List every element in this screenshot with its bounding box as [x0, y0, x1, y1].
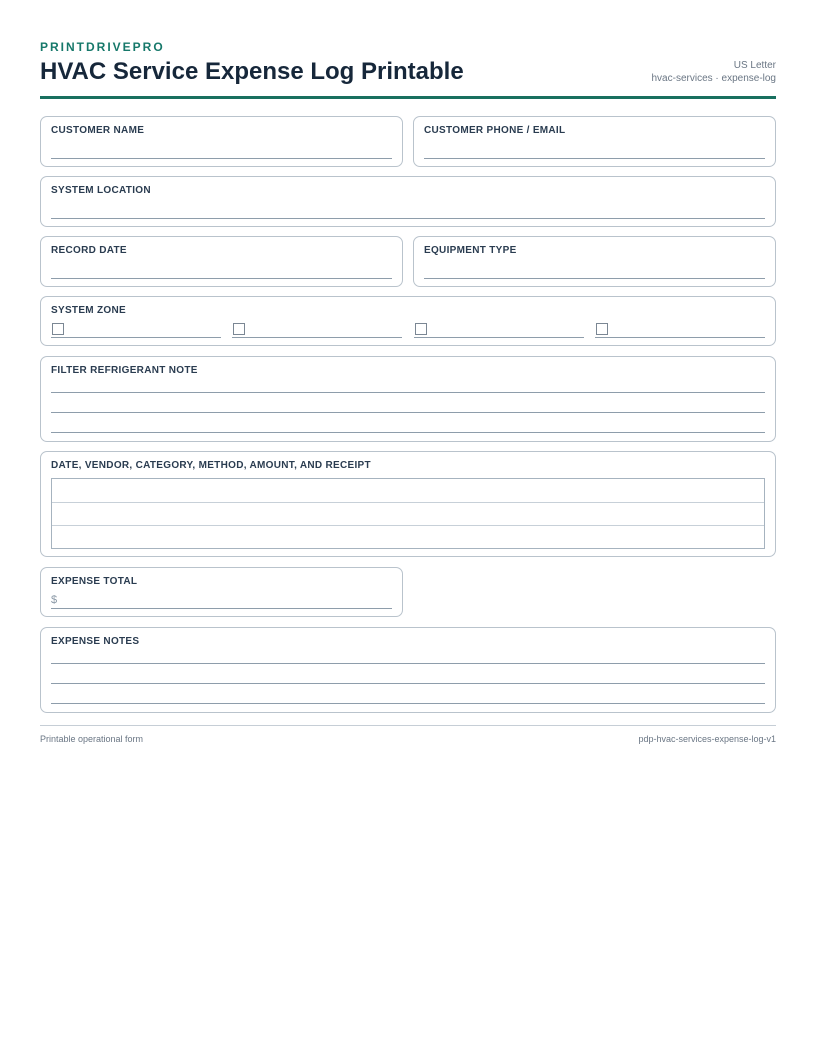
document-meta: [652, 59, 777, 85]
equipment-type-field: [413, 236, 776, 287]
zone-line-1[interactable]: [51, 337, 221, 338]
expense-table: [51, 478, 765, 549]
customer-contact-label: CUSTOMER PHONE / EMAIL: [424, 125, 566, 136]
expense-table-label: DATE, VENDOR, CATEGORY, METHOD, AMOUNT, AND RECEIPT: [51, 460, 371, 471]
zone-checkbox-3[interactable]: [415, 323, 427, 335]
expense-total-input-line[interactable]: [51, 608, 392, 609]
expense-notes-label: EXPENSE NOTES: [51, 636, 140, 647]
filter-note-line-2[interactable]: [51, 412, 765, 413]
customer-name-input-line[interactable]: [51, 158, 392, 159]
paper-size: US Letter: [733, 60, 776, 71]
filter-note-field: [40, 356, 776, 442]
filter-note-line-3[interactable]: [51, 432, 765, 433]
customer-name-field: [40, 116, 403, 167]
footer-rule: [40, 725, 776, 726]
currency-symbol: $: [51, 594, 58, 606]
equipment-type-label: EQUIPMENT TYPE: [424, 245, 517, 256]
header-rule: [40, 96, 776, 99]
zone-line-2[interactable]: [232, 337, 402, 338]
zone-line-4[interactable]: [595, 337, 765, 338]
expense-table-field: [40, 451, 776, 557]
zone-checkbox-1[interactable]: [52, 323, 64, 335]
system-zone-label: SYSTEM ZONE: [51, 305, 126, 316]
expense-table-row-divider-2: [52, 525, 764, 526]
zone-checkbox-2[interactable]: [233, 323, 245, 335]
expense-notes-line-1[interactable]: [51, 663, 765, 664]
system-location-input-line[interactable]: [51, 218, 765, 219]
record-date-input-line[interactable]: [51, 278, 392, 279]
expense-total-field: [40, 567, 403, 617]
record-date-field: [40, 236, 403, 287]
expense-notes-line-3[interactable]: [51, 703, 765, 704]
customer-contact-input-line[interactable]: [424, 158, 765, 159]
footer-note: Printable operational form: [40, 734, 144, 744]
system-location-label: SYSTEM LOCATION: [51, 185, 151, 196]
page-title: HVAC Service Expense Log Printable: [40, 58, 464, 85]
brand-name: PRINTDRIVEPRO: [40, 40, 165, 54]
customer-name-label: CUSTOMER NAME: [51, 125, 145, 136]
expense-total-label: EXPENSE TOTAL: [51, 576, 138, 587]
record-date-label: RECORD DATE: [51, 245, 127, 256]
expense-notes-field: [40, 627, 776, 713]
system-zone-field: [40, 296, 776, 346]
system-location-field: [40, 176, 776, 227]
filter-note-label: FILTER REFRIGERANT NOTE: [51, 365, 198, 376]
expense-table-row-divider-1: [52, 502, 764, 503]
zone-checkbox-4[interactable]: [596, 323, 608, 335]
customer-contact-field: [413, 116, 776, 167]
equipment-type-input-line[interactable]: [424, 278, 765, 279]
filter-note-line-1[interactable]: [51, 392, 765, 393]
form-id: pdp-hvac-services-expense-log-v1: [638, 734, 776, 744]
form-slug: hvac-services · expense-log: [651, 73, 776, 84]
zone-line-3[interactable]: [414, 337, 584, 338]
expense-notes-line-2[interactable]: [51, 683, 765, 684]
